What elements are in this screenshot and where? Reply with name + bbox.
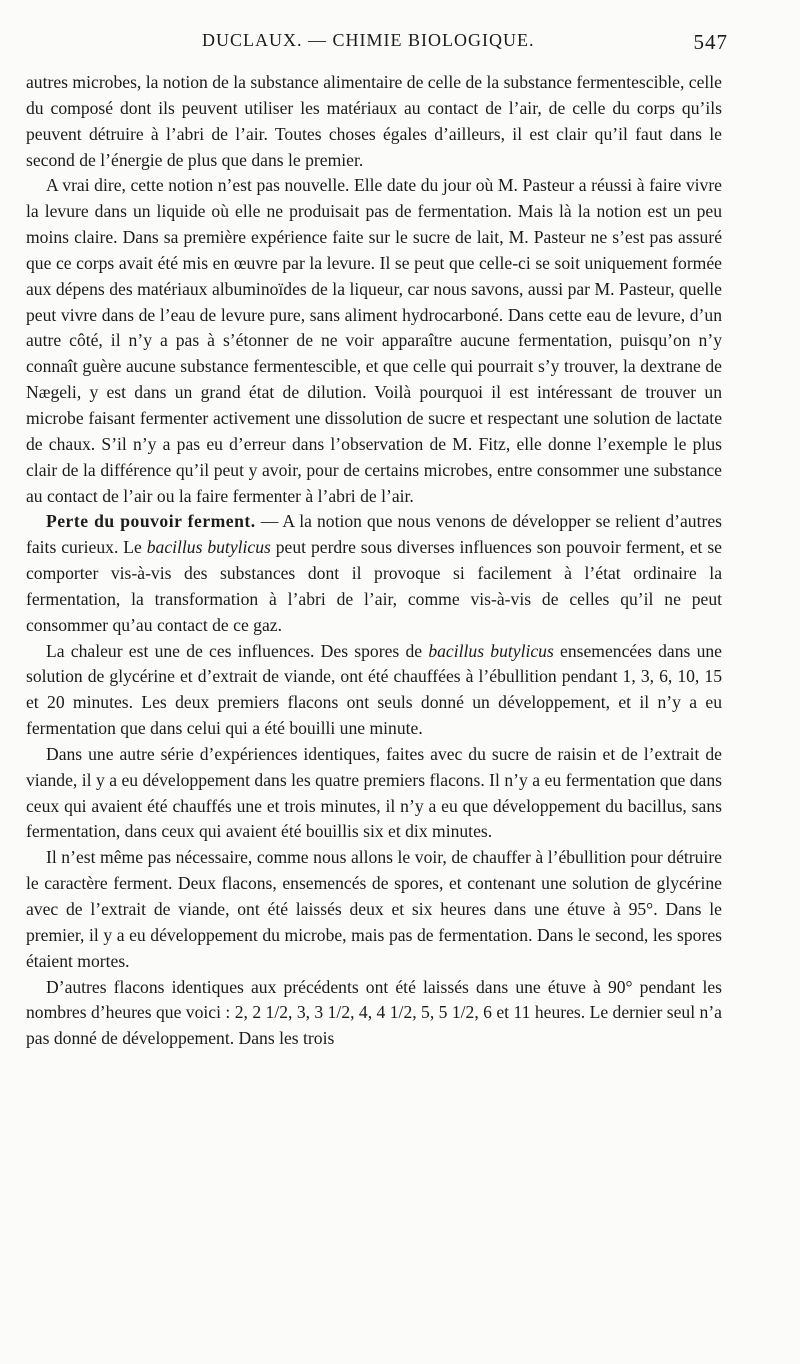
paragraph-4-text-b: ensemencées dans une solution de glycérine et d’extrait de viande, ont été chauffées à l’ébullition pendant 1, 3, 6, 10, 15 et 20 minutes. Les deux premiers flacons ont seuls donné un développement, et il n’y a eu fermentation que dans celui qui a été bouilli une minute. (26, 640, 722, 739)
paragraph-3 (26, 509, 722, 638)
section-title: Perte du pouvoir ferment. (46, 511, 256, 532)
paragraph-6: Il n’est même pas nécessaire, comme nous allons le voir, de chauffer à l’ébullition pour détruire le caractère ferment. Deux flacons, ensemencés de spores, et contenant une solution de glycérine avec de l’extrait de viande, ont été laissés deux et six heures dans une étuve à 95°. Dans le premier, il y a eu développement du microbe, mais pas de fermentation. Dans le second, les spores étaient mortes. (26, 847, 722, 971)
paragraph-3-text-b: peut perdre sous diverses influences son pouvoir ferment, et se comporter vis-à-vis des substances dont il provoque si facilement à l’état ordinaire la fermentation, la transformation à l’abri de l’air, comme vis-à-vis de celles qu’il ne peut consommer qu’au contact de ce gaz. (26, 537, 722, 635)
species-name: bacillus butylicus (428, 640, 554, 661)
paragraph-7: D’autres flacons identiques aux précédents ont été laissés dans une étuve à 90° pendant les nombres d’heures que voici : 2, 2 1/2, 3, 3 1/2, 4, 4 1/2, 5, 5 1/2, 6 et 11 heures. Le dernier seul n’a pas donné de développement. Dans les trois (26, 976, 722, 1049)
paragraph-4-text-a: La chaleur est une de ces influences. Des spores de (46, 640, 429, 661)
running-title: DUCLAUX. — CHIMIE BIOLOGIQUE. (202, 30, 535, 50)
page-header (26, 30, 728, 60)
paragraph-5: Dans une autre série d’expériences identiques, faites avec du sucre de raisin et de l’extrait de viande, il y a eu développement dans les quatre premiers flacons. Il n’y a eu fermentation que dans ceux qui avaient été chauffés une et trois minutes, il n’y a eu que développement du bacillus, sans fermentation, dans ceux qui avaient été bouillis six et dix minutes. (26, 743, 722, 842)
paragraph-2: A vrai dire, cette notion n’est pas nouvelle. Elle date du jour où M. Pasteur a réussi à faire vivre la levure dans un liquide où elle ne produisait pas de fermentation. Mais là la notion est un peu moins claire. Dans sa première expérience faite sur le sucre de lait, M. Pasteur ne s’est pas assuré que ce corps avait été mis en œuvre par la levure. Il se peut que celle-ci se soit uniquement formée aux dépens des matériaux albuminoïdes de la liqueur, car nous savons, aussi par M. Pasteur, quelle peut vivre dans de l’eau de levure pure, sans aliment hydrocarboné. Dans cette eau de levure, d’un autre côté, il n’y a pas à s’étonner de ne voir apparaître aucune fermentation, puisqu’on n’y connaît guère aucune substance fermentescible, et que celle qui pourrait s’y trouver, la dextrane de Nægeli, y est dans un grand état de dilution. Voilà pourquoi il est intéressant de trouver un microbe faisant fermenter activement une dissolution de sucre et respectant une solution de lactate de chaux. S’il n’y a pas eu d’erreur dans l’observation de M. Fitz, elle donne l’exemple le plus clair de la différence qu’il peut y avoir, pour de certains microbes, entre consommer une substance au contact de l’air ou la faire fermenter à l’abri de l’air. (26, 175, 722, 506)
species-name: bacillus butylicus (146, 537, 271, 558)
paragraph-4 (26, 639, 722, 742)
page-number: 547 (693, 30, 728, 54)
paragraph-1: autres microbes, la notion de la substance alimentaire de celle de la substance fermentescible, celle du composé dont ils peuvent utiliser les matériaux au contact de l’air, de celle du corps qu’ils peuvent détruire à l’abri de l’air. Toutes choses égales d’ailleurs, il est clair qu’il faut dans le second de l’énergie de plus que dans le premier. (26, 72, 722, 170)
body-text (26, 70, 722, 1052)
paragraph-3-text-a: — A la notion que nous venons de développer se relient d’autres faits curieux. Le (26, 511, 722, 558)
